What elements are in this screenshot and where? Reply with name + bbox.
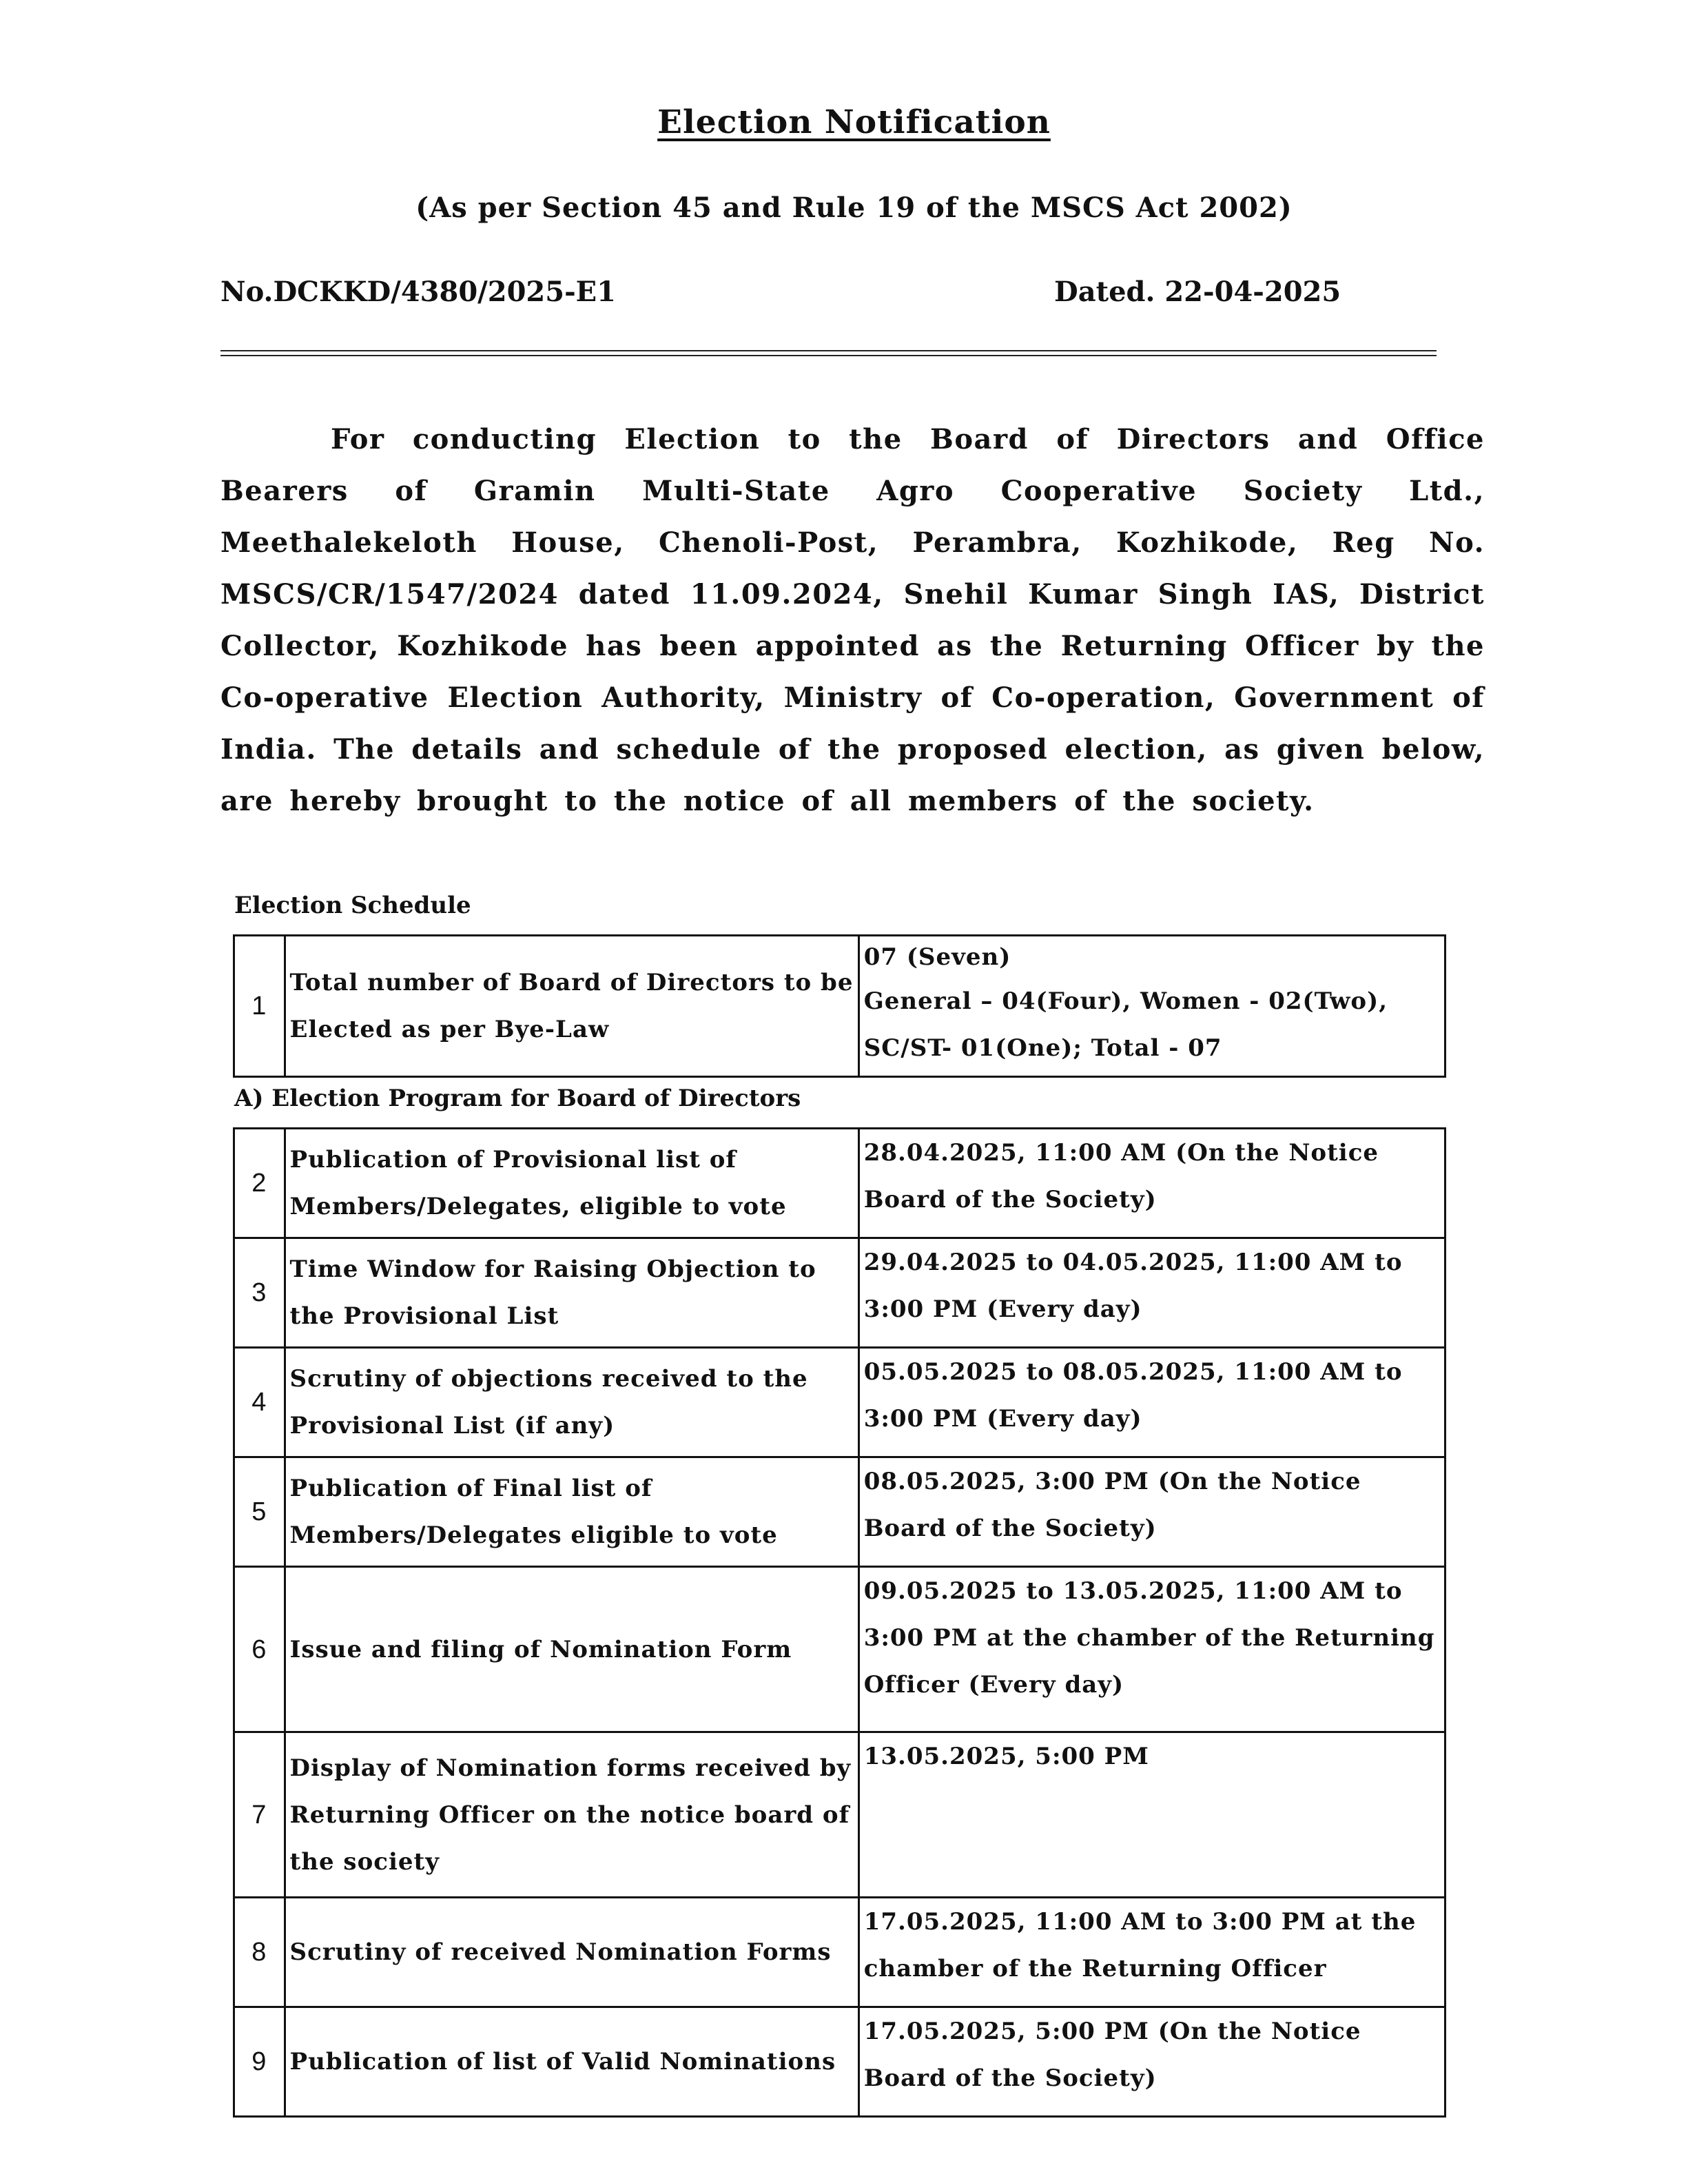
row-value: 17.05.2025, 5:00 PM (On the Notice Board of the Society) bbox=[858, 2007, 1445, 2117]
document-title: Election Notification bbox=[657, 103, 1051, 141]
row-value: 05.05.2025 to 08.05.2025, 11:00 AM to 3:00 PM (Every day) bbox=[858, 1348, 1445, 1457]
row-value: 08.05.2025, 3:00 PM (On the Notice Board of the Society) bbox=[858, 1457, 1445, 1567]
row-value: 28.04.2025, 11:00 AM (On the Notice Board of the Society) bbox=[858, 1129, 1445, 1238]
row-number: 5 bbox=[234, 1457, 285, 1567]
notice-date: Dated. 22-04-2025 bbox=[1054, 276, 1341, 308]
row-description: Issue and filing of Nomination Form bbox=[285, 1567, 858, 1732]
table-row bbox=[234, 2007, 1445, 2117]
row-description: Display of Nomination forms received by Returning Officer on the notice board of the society bbox=[285, 1732, 858, 1898]
table-row bbox=[234, 1732, 1445, 1898]
schedule-heading: Election Schedule bbox=[234, 892, 471, 919]
page-bottom-edge bbox=[0, 2121, 1708, 2163]
row-number: 2 bbox=[234, 1129, 285, 1238]
separator-line bbox=[220, 350, 1437, 356]
table-row bbox=[234, 936, 1445, 1077]
election-program-table bbox=[233, 1127, 1446, 2118]
row-value: 29.04.2025 to 04.05.2025, 11:00 AM to 3:00 PM (Every day) bbox=[858, 1238, 1445, 1348]
table-row bbox=[234, 1567, 1445, 1732]
row-value-line: General – 04(Four), Women - 02(Two), SC/ST- 01(One); Total - 07 bbox=[863, 987, 1388, 1062]
section-a-heading: A) Election Program for Board of Directors bbox=[234, 1085, 801, 1112]
row-value: 09.05.2025 to 13.05.2025, 11:00 AM to 3:00 PM at the chamber of the Returning Officer (Every day) bbox=[858, 1567, 1445, 1732]
document-subtitle: (As per Section 45 and Rule 19 of the MSCS Act 2002) bbox=[415, 192, 1293, 224]
row-number: 9 bbox=[234, 2007, 285, 2117]
row-number: 8 bbox=[234, 1898, 285, 2007]
row-description: Scrutiny of objections received to the Provisional List (if any) bbox=[285, 1348, 858, 1457]
row-description: Scrutiny of received Nomination Forms bbox=[285, 1898, 858, 2007]
row-value: 17.05.2025, 11:00 AM to 3:00 PM at the chamber of the Returning Officer bbox=[858, 1898, 1445, 2007]
row-number: 1 bbox=[234, 936, 285, 1077]
intro-text: For conducting Election to the Board of Directors and Office Bearers of Gramin Multi-State Agro Cooperative Society Ltd., Meethalekeloth House, Chenoli-Post, Perambra, Kozhikode, Reg No. MSCS/CR/1547/2024 dated 11.09.2024, Snehil Kumar Singh IAS, District Collector, Kozhikode has been appointed as the Returning Officer by the Co-operative Election Authority, Ministry of Co-operation, Government of India. The details and schedule of the proposed election, as given below, are hereby brought to the notice of all members of the society. bbox=[220, 423, 1485, 817]
reference-number: No.DCKKD/4380/2025-E1 bbox=[220, 276, 617, 308]
table-row bbox=[234, 1238, 1445, 1348]
row-description: Publication of Provisional list of Members/Delegates, eligible to vote bbox=[285, 1129, 858, 1238]
row-value: 13.05.2025, 5:00 PM bbox=[858, 1732, 1445, 1898]
row-description: Total number of Board of Directors to be Elected as per Bye-Law bbox=[285, 936, 858, 1077]
row-number: 6 bbox=[234, 1567, 285, 1732]
row-number: 4 bbox=[234, 1348, 285, 1457]
table-row bbox=[234, 1129, 1445, 1238]
row-number: 7 bbox=[234, 1732, 285, 1898]
row-description: Publication of Final list of Members/Delegates eligible to vote bbox=[285, 1457, 858, 1567]
intro-paragraph bbox=[220, 413, 1485, 827]
row-number: 3 bbox=[234, 1238, 285, 1348]
row-description: Publication of list of Valid Nominations bbox=[285, 2007, 858, 2117]
table-row bbox=[234, 1348, 1445, 1457]
row-value-line: 07 (Seven) bbox=[863, 943, 1011, 971]
row-value bbox=[858, 936, 1445, 1077]
table-row bbox=[234, 1457, 1445, 1567]
table-row bbox=[234, 1898, 1445, 2007]
board-strength-table bbox=[233, 934, 1446, 1078]
row-description: Time Window for Raising Objection to the Provisional List bbox=[285, 1238, 858, 1348]
